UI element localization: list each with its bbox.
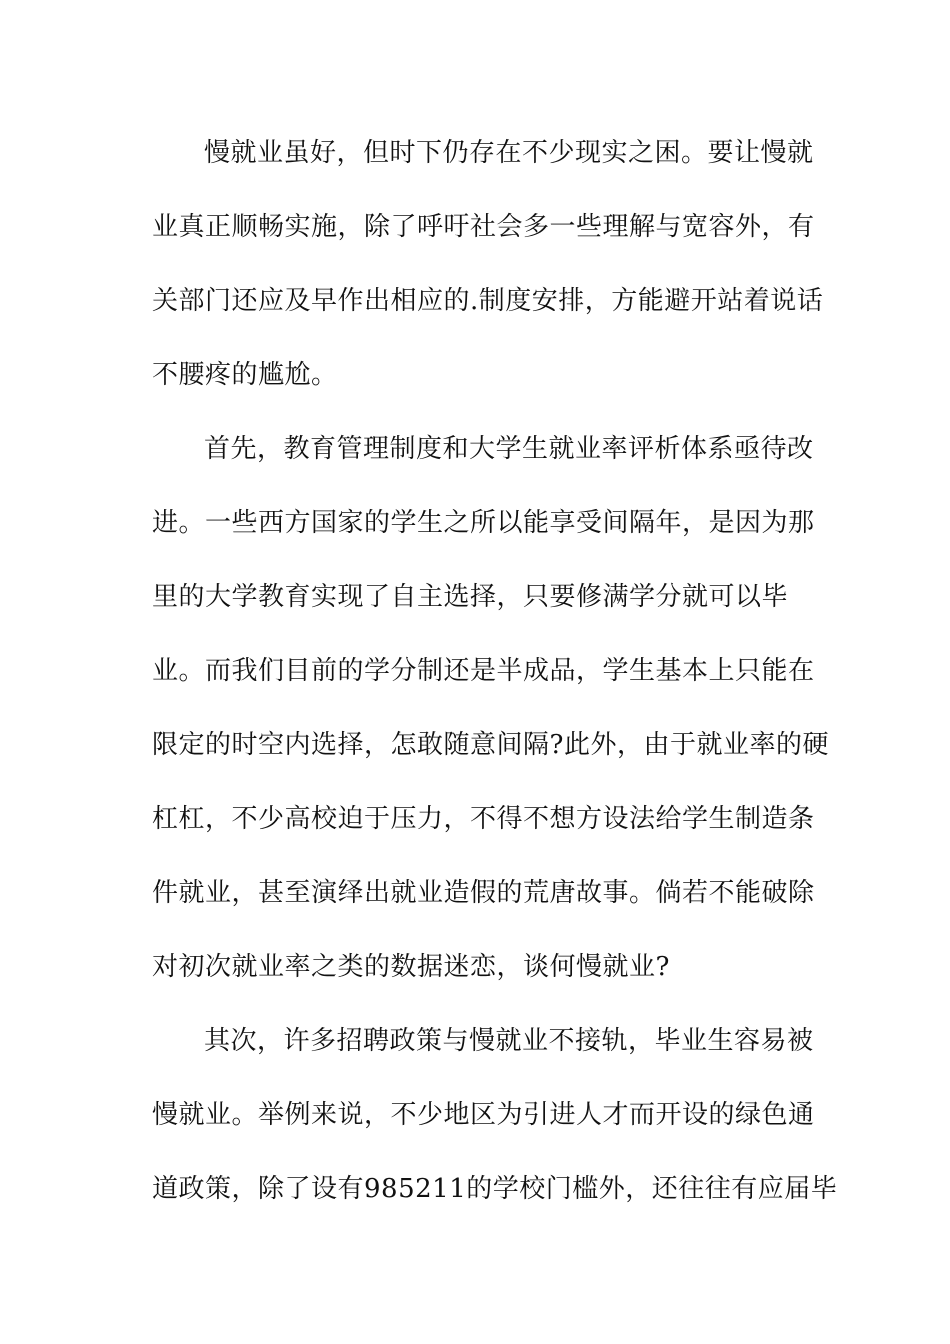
paragraph-1-line-4: 不腰疼的尴尬。 bbox=[152, 360, 338, 390]
paragraph-3-line-2: 慢就业。举例来说，不少地区为引进人才而开设的绿色通 bbox=[152, 1100, 815, 1130]
paragraph-3-line-1: 其次，许多招聘政策与慢就业不接轨，毕业生容易被 bbox=[204, 1026, 814, 1056]
paragraph-1-line-1: 慢就业虽好，但时下仍存在不少现实之困。要让慢就 bbox=[204, 138, 814, 168]
paragraph-2-line-7: 件就业，甚至演绎出就业造假的荒唐故事。倘若不能破除 bbox=[152, 878, 815, 908]
paragraph-3-line-3: 道政策，除了设有985211的学校门槛外，还往往有应届毕 bbox=[152, 1174, 838, 1204]
paragraph-2-line-2: 进。一些西方国家的学生之所以能享受间隔年，是因为那 bbox=[152, 508, 815, 538]
paragraph-2-line-5: 限定的时空内选择，怎敢随意间隔?此外，由于就业率的硬 bbox=[152, 730, 829, 760]
paragraph-2-line-6: 杠杠，不少高校迫于压力，不得不想方设法给学生制造条 bbox=[152, 804, 815, 834]
paragraph-1-line-2: 业真正顺畅实施，除了呼吁社会多一些理解与宽容外，有 bbox=[152, 212, 815, 242]
paragraph-2-line-1: 首先，教育管理制度和大学生就业率评析体系亟待改 bbox=[204, 434, 814, 464]
paragraph-1-line-3: 关部门还应及早作出相应的.制度安排，方能避开站着说话 bbox=[152, 286, 824, 316]
paragraph-2-line-8: 对初次就业率之类的数据迷恋，谈何慢就业? bbox=[152, 952, 670, 982]
paragraph-2-line-3: 里的大学教育实现了自主选择，只要修满学分就可以毕 bbox=[152, 582, 789, 612]
paragraph-2-line-4: 业。而我们目前的学分制还是半成品，学生基本上只能在 bbox=[152, 656, 815, 686]
